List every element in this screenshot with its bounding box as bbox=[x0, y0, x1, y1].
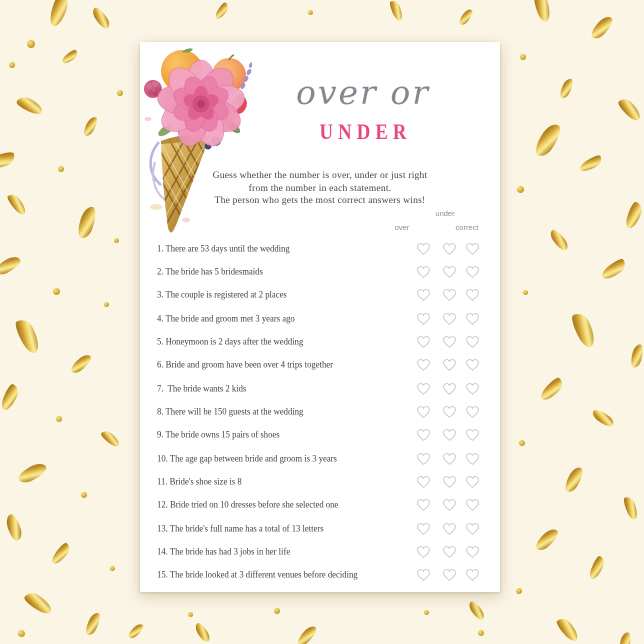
confetti-ribbon bbox=[600, 257, 628, 283]
over-heart-checkbox[interactable] bbox=[416, 265, 431, 279]
correct-heart-checkbox[interactable] bbox=[465, 452, 480, 466]
correct-heart-checkbox[interactable] bbox=[465, 242, 480, 256]
heart-outline-icon bbox=[416, 475, 431, 489]
confetti-ribbon bbox=[558, 77, 575, 100]
confetti-dot bbox=[81, 492, 87, 498]
heart-outline-icon bbox=[465, 358, 480, 372]
list-item-text: 6. Bride and groom have been over 4 trips together bbox=[157, 359, 334, 371]
under-heart-checkbox[interactable] bbox=[442, 382, 457, 396]
heart-outline-icon bbox=[465, 568, 480, 582]
heart-outline-icon bbox=[442, 382, 457, 396]
over-heart-checkbox[interactable] bbox=[416, 335, 431, 349]
heart-outline-icon bbox=[465, 335, 480, 349]
correct-heart-checkbox[interactable] bbox=[465, 335, 480, 349]
heart-outline-icon bbox=[416, 405, 431, 419]
heart-outline-icon bbox=[442, 265, 457, 279]
confetti-ribbon bbox=[84, 611, 103, 637]
list-item-text: 3. The couple is registered at 2 places bbox=[157, 289, 287, 301]
under-heart-checkbox[interactable] bbox=[442, 405, 457, 419]
list-item bbox=[140, 517, 500, 540]
under-heart-checkbox[interactable] bbox=[442, 265, 457, 279]
confetti-dot bbox=[523, 290, 528, 295]
list-item-text: 1. There are 53 days until the wedding bbox=[157, 243, 290, 255]
confetti-ribbon bbox=[0, 254, 22, 278]
confetti-ribbon bbox=[532, 121, 564, 160]
correct-heart-checkbox[interactable] bbox=[465, 568, 480, 582]
confetti-ribbon bbox=[467, 599, 487, 621]
confetti-ribbon bbox=[48, 0, 70, 28]
column-header-correct: correct bbox=[455, 223, 479, 232]
list-item bbox=[140, 330, 500, 353]
heart-outline-icon bbox=[442, 498, 457, 512]
confetti-ribbon bbox=[22, 590, 54, 617]
floral-ice-cream-cone-illustration bbox=[142, 44, 252, 254]
heart-outline-icon bbox=[416, 498, 431, 512]
under-heart-checkbox[interactable] bbox=[442, 498, 457, 512]
heart-outline-icon bbox=[442, 522, 457, 536]
heart-outline-icon bbox=[442, 545, 457, 559]
heart-outline-icon bbox=[465, 475, 480, 489]
heart-outline-icon bbox=[442, 452, 457, 466]
heart-outline-icon bbox=[465, 382, 480, 396]
list-item-text: 8. There will be 150 guests at the wedding bbox=[157, 406, 304, 418]
confetti-ribbon bbox=[193, 621, 212, 644]
confetti-ribbon bbox=[624, 201, 643, 230]
list-item-text: 5. Honeymoon is 2 days after the wedding bbox=[157, 336, 304, 348]
list-item-text: 15. The bride looked at 3 different venues before deciding bbox=[157, 569, 358, 581]
heart-outline-icon bbox=[442, 405, 457, 419]
heart-outline-icon bbox=[465, 288, 480, 302]
confetti-ribbon bbox=[127, 622, 145, 640]
instructions-line-2: from the number in each statement. bbox=[248, 182, 392, 194]
list-item-text: 10. The age gap between bride and groom is 3 years bbox=[157, 453, 337, 465]
heart-outline-icon bbox=[416, 288, 431, 302]
confetti-dot bbox=[27, 40, 35, 48]
heart-outline-icon bbox=[416, 312, 431, 326]
confetti-dot bbox=[18, 630, 25, 637]
heart-outline-icon bbox=[416, 545, 431, 559]
confetti-ribbon bbox=[618, 631, 633, 644]
list-item bbox=[140, 354, 500, 377]
over-heart-checkbox[interactable] bbox=[416, 498, 431, 512]
heart-outline-icon bbox=[465, 452, 480, 466]
correct-heart-checkbox[interactable] bbox=[465, 522, 480, 536]
over-heart-checkbox[interactable] bbox=[416, 312, 431, 326]
confetti-ribbon bbox=[457, 7, 474, 26]
heart-outline-icon bbox=[416, 522, 431, 536]
correct-heart-checkbox[interactable] bbox=[465, 498, 480, 512]
correct-heart-checkbox[interactable] bbox=[465, 358, 480, 372]
heart-outline-icon bbox=[416, 358, 431, 372]
game-card bbox=[140, 42, 500, 592]
confetti-dot bbox=[520, 54, 526, 60]
under-heart-checkbox[interactable] bbox=[442, 288, 457, 302]
heart-outline-icon bbox=[442, 475, 457, 489]
list-item-text: 12. Bride tried on 10 dresses before she selected one bbox=[157, 499, 339, 511]
confetti-ribbon bbox=[295, 624, 319, 644]
list-item bbox=[140, 470, 500, 493]
heart-outline-icon bbox=[465, 428, 480, 442]
confetti-ribbon bbox=[90, 5, 112, 31]
list-item-text: 9. The bride owns 15 pairs of shoes bbox=[157, 429, 280, 441]
title-main: UNDER bbox=[319, 119, 412, 144]
list-item bbox=[140, 447, 500, 470]
heart-outline-icon bbox=[416, 382, 431, 396]
under-heart-checkbox[interactable] bbox=[442, 545, 457, 559]
list-item bbox=[140, 307, 500, 330]
list-item-text: 7. The bride wants 2 kids bbox=[157, 383, 247, 395]
list-item bbox=[140, 377, 500, 400]
over-heart-checkbox[interactable] bbox=[416, 568, 431, 582]
correct-heart-checkbox[interactable] bbox=[465, 405, 480, 419]
confetti-dot bbox=[53, 288, 60, 295]
confetti-dot bbox=[519, 440, 525, 446]
list-item-text: 14. The bride has had 3 jobs in her life bbox=[157, 546, 291, 558]
over-heart-checkbox[interactable] bbox=[416, 288, 431, 302]
confetti-ribbon bbox=[629, 343, 644, 369]
confetti-ribbon bbox=[214, 1, 230, 20]
heart-outline-icon bbox=[465, 522, 480, 536]
confetti-ribbon bbox=[60, 48, 79, 66]
over-heart-checkbox[interactable] bbox=[416, 545, 431, 559]
confetti-ribbon bbox=[69, 352, 94, 376]
confetti-dot bbox=[308, 10, 313, 15]
over-heart-checkbox[interactable] bbox=[416, 475, 431, 489]
list-item bbox=[140, 260, 500, 283]
confetti-dot bbox=[9, 62, 15, 68]
confetti-ribbon bbox=[588, 555, 607, 581]
correct-heart-checkbox[interactable] bbox=[465, 475, 480, 489]
confetti-ribbon bbox=[99, 428, 121, 448]
confetti-ribbon bbox=[616, 96, 644, 123]
heart-outline-icon bbox=[465, 405, 480, 419]
confetti-ribbon bbox=[12, 316, 43, 355]
statement-list bbox=[140, 237, 500, 587]
confetti-dot bbox=[516, 588, 522, 594]
correct-heart-checkbox[interactable] bbox=[465, 428, 480, 442]
title-script: over or bbox=[296, 73, 430, 112]
confetti-ribbon bbox=[75, 205, 99, 241]
heart-outline-icon bbox=[465, 265, 480, 279]
under-heart-checkbox[interactable] bbox=[442, 358, 457, 372]
heart-outline-icon bbox=[442, 358, 457, 372]
correct-heart-checkbox[interactable] bbox=[465, 382, 480, 396]
over-heart-checkbox[interactable] bbox=[416, 382, 431, 396]
heart-outline-icon bbox=[442, 568, 457, 582]
confetti-ribbon bbox=[4, 513, 23, 542]
under-heart-checkbox[interactable] bbox=[442, 452, 457, 466]
under-heart-checkbox[interactable] bbox=[442, 242, 457, 256]
list-item-text: 11. Bride's shoe size is 8 bbox=[157, 476, 242, 488]
over-heart-checkbox[interactable] bbox=[416, 358, 431, 372]
confetti-ribbon bbox=[588, 14, 615, 42]
instructions-line-1: Guess whether the number is over, under or just right bbox=[212, 170, 428, 181]
confetti-ribbon bbox=[554, 616, 581, 644]
over-heart-checkbox[interactable] bbox=[416, 452, 431, 466]
confetti-dot bbox=[114, 238, 119, 243]
confetti-ribbon bbox=[569, 310, 599, 349]
under-heart-checkbox[interactable] bbox=[442, 522, 457, 536]
confetti-ribbon bbox=[6, 191, 29, 216]
instructions bbox=[170, 170, 470, 208]
list-item-text: 13. The bride's full name has a total of 13 letters bbox=[157, 523, 324, 535]
confetti-ribbon bbox=[562, 465, 585, 494]
confetti-dot bbox=[424, 610, 429, 615]
heart-outline-icon bbox=[442, 312, 457, 326]
heart-outline-icon bbox=[442, 428, 457, 442]
over-heart-checkbox[interactable] bbox=[416, 428, 431, 442]
confetti-ribbon bbox=[590, 407, 616, 429]
heart-outline-icon bbox=[465, 545, 480, 559]
confetti-dot bbox=[56, 416, 62, 422]
heart-outline-icon bbox=[465, 498, 480, 512]
instructions-line-3: The person who gets the most correct answers wins! bbox=[214, 195, 426, 207]
confetti-ribbon bbox=[15, 94, 44, 116]
list-item bbox=[140, 237, 500, 260]
heart-outline-icon bbox=[416, 568, 431, 582]
under-heart-checkbox[interactable] bbox=[442, 335, 457, 349]
correct-heart-checkbox[interactable] bbox=[465, 288, 480, 302]
heart-outline-icon bbox=[465, 242, 480, 256]
confetti-ribbon bbox=[533, 526, 561, 553]
confetti-ribbon bbox=[82, 115, 100, 138]
confetti-ribbon bbox=[538, 376, 565, 404]
under-heart-checkbox[interactable] bbox=[442, 568, 457, 582]
heart-outline-icon bbox=[465, 312, 480, 326]
heart-outline-icon bbox=[416, 452, 431, 466]
confetti-ribbon bbox=[622, 495, 641, 521]
confetti-ribbon bbox=[50, 541, 73, 567]
list-item-text: 2. The bride has 5 bridesmaids bbox=[157, 266, 263, 278]
column-header-over: over bbox=[394, 223, 410, 232]
confetti-dot bbox=[104, 302, 109, 307]
list-item bbox=[140, 494, 500, 517]
over-heart-checkbox[interactable] bbox=[416, 405, 431, 419]
over-heart-checkbox[interactable] bbox=[416, 242, 431, 256]
confetti-ribbon bbox=[0, 150, 17, 172]
correct-heart-checkbox[interactable] bbox=[465, 265, 480, 279]
confetti-ribbon bbox=[578, 153, 604, 175]
heart-outline-icon bbox=[442, 335, 457, 349]
heart-outline-icon bbox=[416, 265, 431, 279]
confetti-ribbon bbox=[0, 383, 20, 412]
heart-outline-icon bbox=[416, 242, 431, 256]
under-heart-checkbox[interactable] bbox=[442, 312, 457, 326]
list-item-text: 4. The bride and groom met 3 years ago bbox=[157, 313, 295, 325]
heart-outline-icon bbox=[442, 242, 457, 256]
confetti-dot bbox=[110, 566, 115, 571]
list-item bbox=[140, 284, 500, 307]
confetti-ribbon bbox=[16, 460, 49, 486]
under-heart-checkbox[interactable] bbox=[442, 428, 457, 442]
list-item bbox=[140, 564, 500, 587]
list-item bbox=[140, 540, 500, 563]
correct-heart-checkbox[interactable] bbox=[465, 312, 480, 326]
heart-outline-icon bbox=[442, 288, 457, 302]
confetti-dot bbox=[478, 630, 484, 636]
confetti-ribbon bbox=[548, 227, 571, 252]
heart-outline-icon bbox=[416, 428, 431, 442]
list-item bbox=[140, 400, 500, 423]
confetti-dot bbox=[517, 186, 524, 193]
column-header-under: under bbox=[435, 209, 455, 218]
list-item bbox=[140, 424, 500, 447]
confetti-dot bbox=[188, 612, 193, 617]
under-heart-checkbox[interactable] bbox=[442, 475, 457, 489]
confetti-ribbon bbox=[532, 0, 554, 23]
confetti-dot bbox=[274, 608, 280, 614]
confetti-dot bbox=[117, 90, 123, 96]
confetti-dot bbox=[58, 166, 64, 172]
correct-heart-checkbox[interactable] bbox=[465, 545, 480, 559]
heart-outline-icon bbox=[416, 335, 431, 349]
confetti-ribbon bbox=[388, 0, 405, 22]
over-heart-checkbox[interactable] bbox=[416, 522, 431, 536]
